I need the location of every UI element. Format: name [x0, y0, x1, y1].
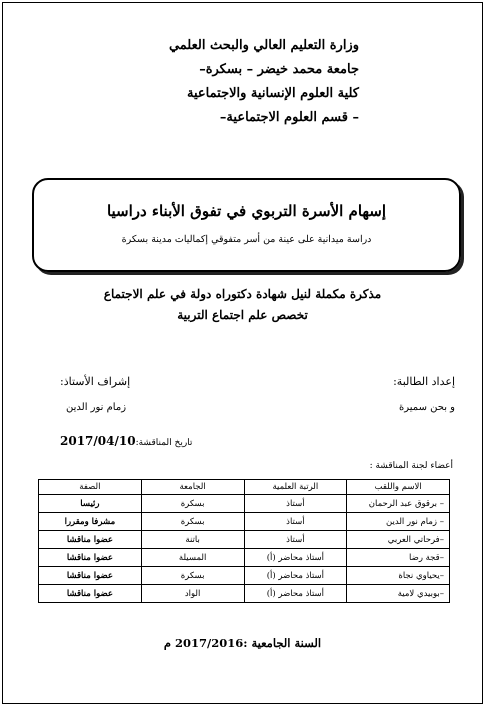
- member-role: مشرفا ومقررا: [39, 513, 142, 531]
- committee-title: أعضاء لجنة المناقشة :: [369, 461, 453, 471]
- member-name: – زمام نور الدين: [347, 513, 450, 531]
- member-rank: أستاذ: [244, 495, 347, 513]
- member-role: رئيسا: [39, 495, 142, 513]
- degree-line: مذكرة مكملة لنيل شهادة دكتوراه دولة في علم الاجتماع: [103, 287, 382, 301]
- prepared-by-label: إعداد الطالبة:: [393, 375, 455, 388]
- member-name: –فرحاتي العربي: [347, 531, 450, 549]
- thesis-subtitle: دراسة ميدانية على عينة من أسر متفوقي إكماليات مدينة بسكرة: [121, 234, 372, 245]
- header-university: الجامعة: [141, 480, 244, 495]
- table-row: [39, 531, 450, 549]
- member-name: – برقوق عبد الرحمان: [347, 495, 450, 513]
- defense-date-label: تاريخ المناقشة:: [135, 438, 193, 448]
- faculty-line: كلية العلوم الإنسانية والاجتماعية: [187, 86, 359, 101]
- member-rank: أستاذ: [244, 531, 347, 549]
- university-line: جامعة محمد خيضر – بسكرة–: [199, 62, 359, 77]
- member-university: بسكرة: [141, 567, 244, 585]
- table-row: [39, 549, 450, 567]
- member-rank: أستاذ محاضر (أ): [244, 567, 347, 585]
- thesis-title: إسهام الأسرة التربوي في تفوق الأبناء دراسيا: [106, 202, 387, 220]
- academic-year: السنة الجامعية :2017/2016 م: [163, 636, 322, 650]
- table-row: [39, 567, 450, 585]
- student-name: و بحن سميرة: [399, 402, 455, 413]
- member-university: باتنة: [141, 531, 244, 549]
- institution-header: [99, 34, 359, 130]
- member-rank: أستاذ محاضر (أ): [244, 585, 347, 603]
- specialty-line: تخصص علم اجتماع التربية: [177, 308, 308, 322]
- member-rank: أستاذ محاضر (أ): [244, 549, 347, 567]
- member-name: –يحياوي نجاة: [347, 567, 450, 585]
- table-row: [39, 495, 450, 513]
- member-role: عضوا مناقشا: [39, 585, 142, 603]
- member-university: المسيلة: [141, 549, 244, 567]
- member-university: بسكرة: [141, 495, 244, 513]
- department-line: – قسم العلوم الاجتماعية–: [219, 110, 359, 125]
- committee-table: [38, 479, 450, 603]
- member-name: –قجة رضا: [347, 549, 450, 567]
- defense-date-value: 2017/04/10: [60, 434, 136, 448]
- member-name: –بوبيدي لامية: [347, 585, 450, 603]
- table-row: [39, 513, 450, 531]
- defense-date: [60, 430, 192, 449]
- table-row: [39, 585, 450, 603]
- ministry-line: وزارة التعليم العالي والبحث العلمي: [168, 38, 359, 53]
- member-role: عضوا مناقشا: [39, 531, 142, 549]
- member-university: بسكرة: [141, 513, 244, 531]
- member-university: الواد: [141, 585, 244, 603]
- committee-header-row: [39, 480, 450, 495]
- supervisor-label: إشراف الأستاذ:: [60, 375, 131, 388]
- title-box: [32, 178, 461, 272]
- member-role: عضوا مناقشا: [39, 549, 142, 567]
- member-role: عضوا مناقشا: [39, 567, 142, 585]
- header-rank: الرتبة العلمية: [244, 480, 347, 495]
- header-role: الصفة: [39, 480, 142, 495]
- thesis-description: [0, 284, 485, 326]
- supervisor-name: زمام نور الدين: [66, 402, 127, 413]
- member-rank: أستاذ: [244, 513, 347, 531]
- header-name: الاسم واللقب: [347, 480, 450, 495]
